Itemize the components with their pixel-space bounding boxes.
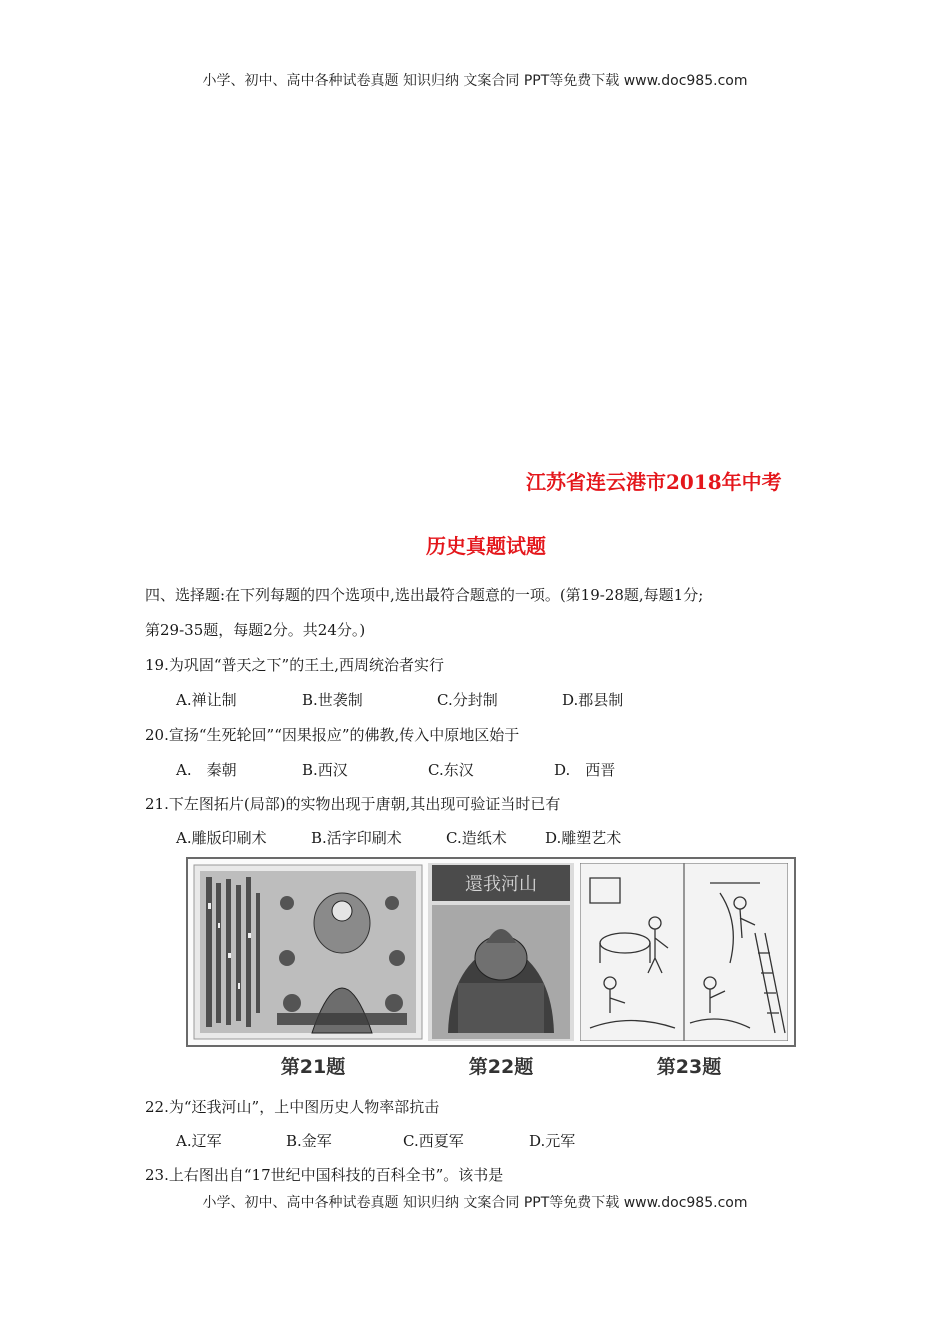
yue-fei-statue-image — [428, 863, 574, 1041]
question-21-option-d: D.雕塑艺术 — [545, 829, 622, 847]
statue-banner-text: 還我河山 — [465, 874, 537, 895]
page-footer: 小学、初中、高中各种试卷真题 知识归纳 文案合同 PPT等免费下载 www.doc985.com — [202, 1195, 748, 1211]
figure-caption-23: 第23题 — [656, 1056, 722, 1078]
question-19-option-d: D.郡县制 — [562, 691, 624, 709]
tiangong-kaiwu-illustration-image — [580, 863, 788, 1041]
question-21-stem: 21.下左图拓片(局部)的实物出现于唐朝,其出现可验证当时已有 — [145, 795, 561, 813]
question-19-option-c: C.分封制 — [437, 691, 498, 709]
question-21-option-b: B.活字印刷术 — [311, 829, 402, 847]
question-22-stem: 22.为“还我河山”，上中图历史人物率部抗击 — [145, 1098, 440, 1116]
figure-caption-21: 第21题 — [280, 1056, 346, 1078]
question-20-option-c: C.东汉 — [428, 761, 474, 779]
question-20-stem: 20.宣扬“生死轮回”“因果报应”的佛教,传入中原地区始于 — [145, 726, 520, 744]
diamond-sutra-rubbing-image — [192, 863, 424, 1041]
figure-caption-22: 第22题 — [468, 1056, 534, 1078]
exam-title-line2: 历史真题试题 — [426, 534, 546, 558]
question-19-stem: 19.为巩固“普天之下”的王土,西周统治者实行 — [145, 656, 444, 674]
section-instructions-line1: 四、选择题:在下列每题的四个选项中,选出最符合题意的一项。(第19-28题,每题1分; — [145, 586, 704, 604]
question-19-option-b: B.世袭制 — [302, 691, 363, 709]
question-20-option-a: A. 秦朝 — [176, 761, 237, 779]
question-19-option-a: A.禅让制 — [176, 691, 237, 709]
question-21-option-a: A.雕版印刷术 — [176, 829, 267, 847]
question-20-option-d: D. 西晋 — [554, 761, 616, 779]
question-22-option-b: B.金军 — [286, 1132, 332, 1150]
question-20-option-b: B.西汉 — [302, 761, 348, 779]
question-22-option-c: C.西夏军 — [403, 1132, 464, 1150]
question-23-stem: 23.上右图出自“17世纪中国科技的百科全书”。该书是 — [145, 1166, 504, 1184]
question-22-option-a: A.辽军 — [176, 1132, 222, 1150]
question-22-option-d: D.元军 — [529, 1132, 576, 1150]
exam-title-line1: 江苏省连云港市2018年中考 — [526, 470, 782, 494]
page-header: 小学、初中、高中各种试卷真题 知识归纳 文案合同 PPT等免费下载 www.doc985.com — [202, 73, 748, 89]
question-figure-strip — [186, 857, 796, 1047]
question-21-option-c: C.造纸术 — [446, 829, 507, 847]
section-instructions-line2: 第29-35题，每题2分。共24分。) — [145, 621, 366, 639]
